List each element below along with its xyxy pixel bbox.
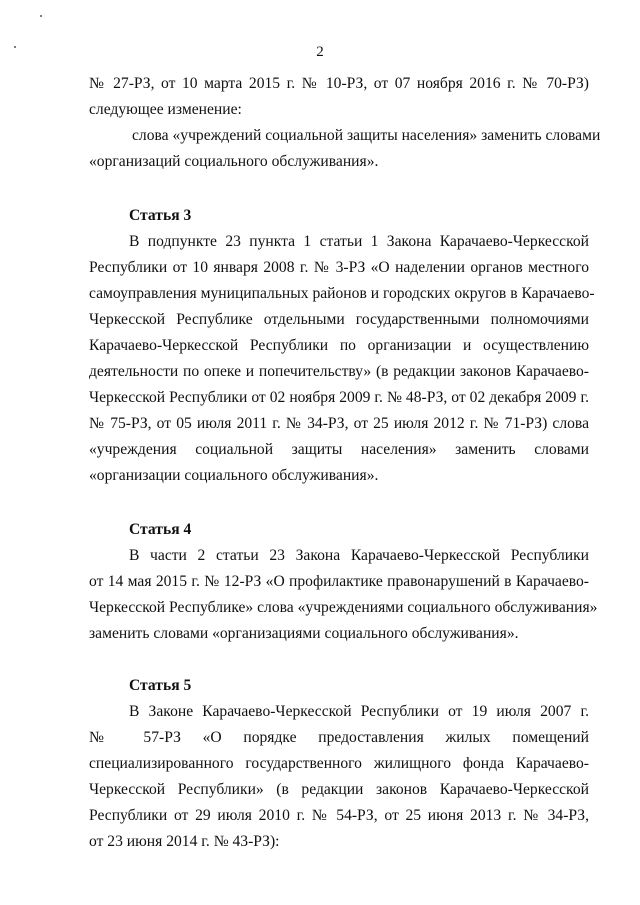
- text-line: «учреждения социальной защиты населения» заменить словами: [89, 441, 589, 458]
- text-line: слова «учреждений социальной защиты населения» заменить словами: [132, 127, 601, 144]
- scan-speck: [40, 15, 42, 17]
- text-line: Республики от 29 июля 2010 г. № 54-РЗ, от 25 июня 2013 г. № 34-РЗ,: [89, 807, 589, 824]
- text-line: заменить словами «организациями социального обслуживания».: [89, 625, 519, 642]
- text-line: Черкесской Республики от 02 ноября 2009 г. № 48-РЗ, от 02 декабря 2009 г.: [89, 389, 589, 406]
- text-line: специализированного государственного жилищного фонда Карачаево-: [89, 755, 589, 772]
- text-line: «организаций социального обслуживания».: [89, 153, 379, 170]
- text-line: Карачаево-Черкесской Республики по организации и осуществлению: [89, 337, 589, 354]
- text-line: «организации социального обслуживания».: [89, 467, 379, 484]
- text-line: Черкесской Республике отдельными государственными полномочиями: [89, 311, 589, 328]
- article-3-heading: Статья 3: [129, 207, 192, 224]
- text-line: № 57-РЗ «О порядке предоставления жилых помещений: [89, 729, 589, 746]
- text-line: от 23 июня 2014 г. № 43-РЗ):: [89, 833, 280, 850]
- page-number: 2: [316, 44, 324, 60]
- text-line: самоуправления муниципальных районов и городских округов в Карачаево-: [89, 285, 595, 302]
- text-line: Черкесской Республики» (в редакции законов Карачаево-Черкесской: [89, 781, 589, 798]
- text-line: следующее изменение:: [89, 101, 242, 118]
- text-line: В подпункте 23 пункта 1 статьи 1 Закона Карачаево-Черкесской: [129, 233, 589, 250]
- text-line: В части 2 статьи 23 Закона Карачаево-Черкесской Республики: [129, 547, 589, 564]
- text-line: № 27-РЗ, от 10 марта 2015 г. № 10-РЗ, от 07 ноября 2016 г. № 70-РЗ): [89, 75, 589, 92]
- text-line: В Законе Карачаево-Черкесской Республики от 19 июля 2007 г.: [129, 703, 589, 720]
- article-4-heading: Статья 4: [129, 521, 192, 538]
- text-line: Республики от 10 января 2008 г. № 3-РЗ «О наделении органов местного: [89, 259, 589, 276]
- text-line: № 75-РЗ, от 05 июля 2011 г. № 34-РЗ, от 25 июля 2012 г. № 71-РЗ) слова: [89, 415, 589, 432]
- text-line: деятельности по опеке и попечительству» (в редакции законов Карачаево-: [89, 363, 589, 380]
- article-5-heading: Статья 5: [129, 677, 192, 694]
- scan-speck: [14, 46, 16, 48]
- text-line: от 14 мая 2015 г. № 12-РЗ «О профилактике правонарушений в Карачаево-: [89, 573, 589, 590]
- text-line: Черкесской Республике» слова «учреждениями социального обслуживания»: [89, 599, 598, 616]
